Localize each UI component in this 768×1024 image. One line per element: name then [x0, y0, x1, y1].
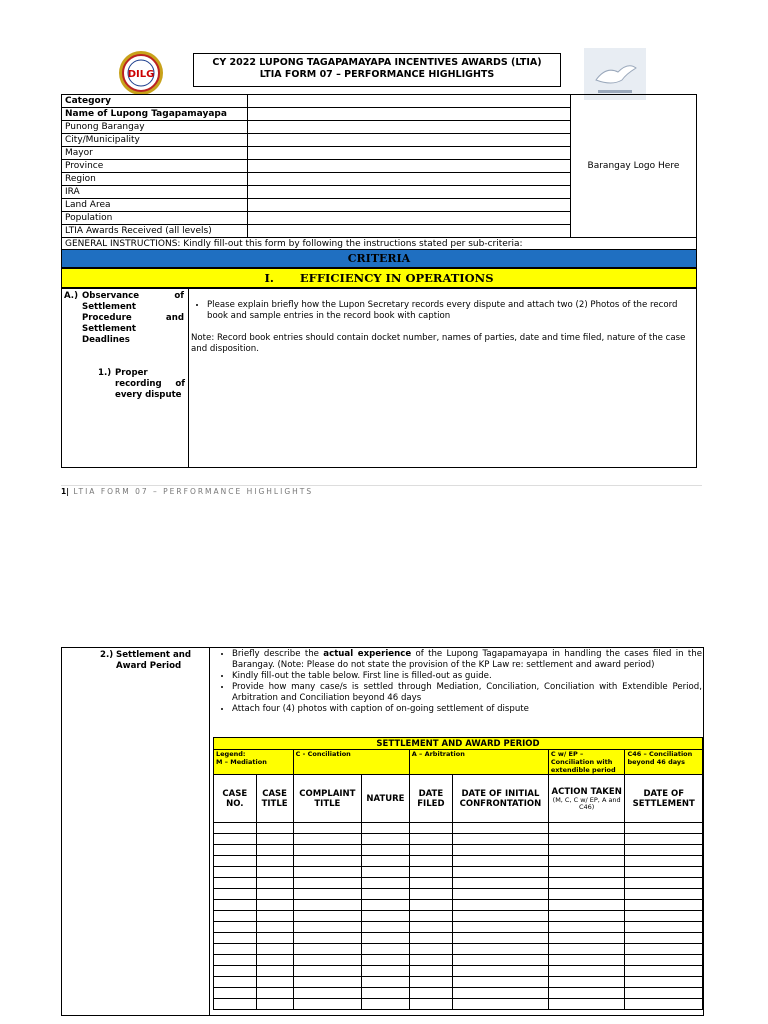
action-taken-note: (M, C, C w/ EP, A and C46) — [552, 795, 621, 811]
info-value-field[interactable] — [247, 121, 570, 134]
table-cell[interactable] — [256, 911, 293, 922]
table-cell[interactable] — [256, 966, 293, 977]
table-cell[interactable] — [256, 900, 293, 911]
subsection-1-marker: 1.) — [98, 368, 112, 378]
info-label: City/Municipality — [62, 134, 248, 147]
info-label: LTIA Awards Received (all levels) — [62, 225, 248, 238]
legend-conciliation-46: C46 – Conciliation beyond 46 days — [625, 750, 703, 775]
settlement-col-header: NATURE — [362, 775, 410, 823]
table-cell[interactable] — [548, 977, 625, 988]
table-cell[interactable] — [293, 834, 362, 845]
table-cell[interactable] — [625, 889, 703, 900]
table-cell[interactable] — [256, 889, 293, 900]
table-cell[interactable] — [362, 988, 410, 999]
table-row — [214, 889, 703, 900]
table-cell[interactable] — [548, 911, 625, 922]
criteria-header: CRITERIA — [61, 249, 697, 268]
table-cell[interactable] — [256, 856, 293, 867]
info-value-field[interactable] — [247, 160, 570, 173]
info-value-field[interactable] — [247, 147, 570, 160]
table-cell[interactable] — [625, 845, 703, 856]
table-cell[interactable] — [453, 922, 549, 933]
table-cell[interactable] — [548, 889, 625, 900]
settlement-col-header: DATE OF INITIAL CONFRONTATION — [453, 775, 549, 823]
table-cell[interactable] — [293, 867, 362, 878]
table-cell[interactable] — [256, 933, 293, 944]
table-cell[interactable] — [453, 955, 549, 966]
table-cell[interactable] — [214, 889, 257, 900]
info-label: Province — [62, 160, 248, 173]
info-label: Name of Lupong Tagapamayapa — [62, 108, 248, 121]
table-cell[interactable] — [625, 922, 703, 933]
table-row — [214, 911, 703, 922]
table-cell[interactable] — [256, 867, 293, 878]
table-cell[interactable] — [548, 922, 625, 933]
table-cell[interactable] — [453, 900, 549, 911]
dilg-logo-text: DILG — [127, 69, 155, 80]
table-cell[interactable] — [548, 867, 625, 878]
table-cell[interactable] — [548, 966, 625, 977]
section-a-marker: A.) — [64, 291, 79, 301]
table-cell[interactable] — [362, 856, 410, 867]
info-value-field[interactable] — [247, 186, 570, 199]
legend-conciliation: C - Conciliation — [293, 750, 409, 775]
section-title — [61, 268, 697, 288]
table-cell[interactable] — [362, 845, 410, 856]
table-cell[interactable] — [453, 878, 549, 889]
lupon-logo — [584, 48, 646, 100]
table-cell[interactable] — [362, 911, 410, 922]
section-2-marker: 2.) — [100, 650, 114, 660]
table-cell[interactable] — [362, 900, 410, 911]
table-cell[interactable] — [214, 999, 257, 1010]
general-instructions: GENERAL INSTRUCTIONS: Kindly fill-out this form by following the instructions stated per sub-criteria: — [62, 238, 697, 251]
table-cell[interactable] — [256, 977, 293, 988]
table-cell[interactable] — [293, 845, 362, 856]
table-cell[interactable] — [548, 900, 625, 911]
info-label: Category — [62, 95, 248, 108]
table-cell[interactable] — [453, 911, 549, 922]
table-cell[interactable] — [214, 955, 257, 966]
info-value-field[interactable] — [247, 108, 570, 121]
table-cell[interactable] — [409, 988, 452, 999]
table-cell[interactable] — [214, 933, 257, 944]
info-value-field[interactable] — [247, 134, 570, 147]
table-cell[interactable] — [214, 922, 257, 933]
settlement-col-header: CASE TITLE — [256, 775, 293, 823]
table-cell[interactable] — [293, 911, 362, 922]
table-cell[interactable] — [453, 999, 549, 1010]
table-cell[interactable] — [293, 900, 362, 911]
table-row — [214, 999, 703, 1010]
table-cell[interactable] — [293, 988, 362, 999]
table-cell[interactable] — [214, 878, 257, 889]
table-row — [214, 966, 703, 977]
table-cell[interactable] — [453, 933, 549, 944]
table-cell[interactable] — [409, 867, 452, 878]
footer-divider — [61, 485, 702, 486]
table-cell[interactable] — [625, 977, 703, 988]
table-cell[interactable] — [214, 856, 257, 867]
form-title-box — [193, 53, 561, 87]
section-2-bullet-4: • Attach four (4) photos with caption of on-going settlement of dispute — [232, 704, 702, 715]
table-cell[interactable] — [362, 823, 410, 834]
table-cell[interactable] — [453, 966, 549, 977]
table-row — [214, 955, 703, 966]
info-label: Population — [62, 212, 248, 225]
table-cell[interactable] — [256, 845, 293, 856]
info-value-field[interactable] — [247, 212, 570, 225]
settlement-table-title: SETTLEMENT AND AWARD PERIOD — [214, 738, 703, 750]
table-cell[interactable] — [625, 911, 703, 922]
table-row — [214, 845, 703, 856]
table-cell[interactable] — [256, 999, 293, 1010]
section-2-bullet-1: • Briefly describe the actual experience of the Lupong Tagapamayapa in handling the cases filed in the Barangay. (Note: Please do not state the provision of the KP Law re: settlement and award period) — [232, 649, 702, 671]
table-cell[interactable] — [293, 922, 362, 933]
table-cell[interactable] — [293, 999, 362, 1010]
table-cell[interactable] — [409, 889, 452, 900]
table-cell[interactable] — [409, 999, 452, 1010]
table-cell[interactable] — [293, 933, 362, 944]
table-cell[interactable] — [409, 845, 452, 856]
table-cell[interactable] — [409, 944, 452, 955]
table-cell[interactable] — [362, 867, 410, 878]
table-cell[interactable] — [453, 977, 549, 988]
table-cell[interactable] — [453, 845, 549, 856]
table-cell[interactable] — [548, 999, 625, 1010]
table-cell[interactable] — [214, 911, 257, 922]
table-cell[interactable] — [293, 944, 362, 955]
table-cell[interactable] — [214, 867, 257, 878]
table-cell[interactable] — [214, 977, 257, 988]
table-cell[interactable] — [256, 944, 293, 955]
table-cell[interactable] — [625, 834, 703, 845]
table-cell[interactable] — [625, 999, 703, 1010]
table-cell[interactable] — [214, 845, 257, 856]
table-row — [214, 878, 703, 889]
table-cell[interactable] — [214, 944, 257, 955]
info-label: Region — [62, 173, 248, 186]
table-cell[interactable] — [362, 955, 410, 966]
table-cell[interactable] — [409, 922, 452, 933]
barangay-info-table — [61, 94, 697, 251]
table-cell[interactable] — [409, 823, 452, 834]
footer-page-number: 1 — [61, 487, 67, 496]
info-value-field[interactable] — [247, 173, 570, 186]
page-footer: 1| LTIA FORM 07 – PERFORMANCE HIGHLIGHTS — [61, 487, 314, 496]
table-cell[interactable] — [409, 933, 452, 944]
info-row — [62, 95, 697, 108]
table-cell[interactable] — [362, 889, 410, 900]
table-cell[interactable] — [453, 867, 549, 878]
form-title-line2: LTIA FORM 07 – PERFORMANCE HIGHLIGHTS — [259, 69, 495, 80]
table-cell[interactable] — [625, 823, 703, 834]
table-cell[interactable] — [362, 922, 410, 933]
table-cell[interactable] — [548, 845, 625, 856]
section-a-instruction: • Please explain briefly how the Lupon Secretary records every dispute and attach two (2) Photos of the record book and sample entries in the record book with caption — [207, 300, 695, 322]
settlement-col-header: CASE NO. — [214, 775, 257, 823]
table-cell[interactable] — [409, 911, 452, 922]
table-row — [214, 977, 703, 988]
subsection-1-title: Proper recording of every dispute — [115, 368, 185, 400]
table-cell[interactable] — [362, 878, 410, 889]
section-a-note: Note: Record book entries should contain docket number, names of parties, date and time filed, nature of the case and disposition. — [191, 333, 686, 354]
section-a — [61, 288, 697, 468]
table-cell[interactable] — [293, 977, 362, 988]
table-cell[interactable] — [362, 834, 410, 845]
table-cell[interactable] — [625, 867, 703, 878]
table-cell[interactable] — [625, 933, 703, 944]
table-cell[interactable] — [548, 834, 625, 845]
table-cell[interactable] — [214, 900, 257, 911]
settlement-col-header: COMPLAINT TITLE — [293, 775, 362, 823]
table-cell[interactable] — [409, 856, 452, 867]
table-cell[interactable] — [409, 977, 452, 988]
table-cell[interactable] — [625, 856, 703, 867]
table-row — [214, 922, 703, 933]
table-cell[interactable] — [625, 878, 703, 889]
table-cell[interactable] — [362, 944, 410, 955]
table-cell[interactable] — [256, 834, 293, 845]
barangay-logo-placeholder: Barangay Logo Here — [570, 95, 696, 238]
table-cell[interactable] — [548, 944, 625, 955]
table-row — [214, 867, 703, 878]
table-cell[interactable] — [409, 955, 452, 966]
legend-conciliation-ep: C w/ EP – Conciliation with extendible period — [548, 750, 625, 775]
table-cell[interactable] — [453, 834, 549, 845]
table-cell[interactable] — [625, 966, 703, 977]
footer-text: LTIA FORM 07 – PERFORMANCE HIGHLIGHTS — [73, 487, 314, 496]
table-cell[interactable] — [453, 889, 549, 900]
table-cell[interactable] — [548, 988, 625, 999]
table-cell[interactable] — [625, 900, 703, 911]
table-cell[interactable] — [362, 977, 410, 988]
table-cell[interactable] — [409, 834, 452, 845]
table-cell[interactable] — [293, 856, 362, 867]
legend-mediation: Legend: M – Mediation — [214, 750, 294, 775]
table-cell[interactable] — [453, 856, 549, 867]
table-cell[interactable] — [293, 889, 362, 900]
settlement-table — [213, 737, 703, 1010]
table-cell[interactable] — [214, 966, 257, 977]
table-row — [214, 900, 703, 911]
table-cell[interactable] — [256, 955, 293, 966]
settlement-col-header: ACTION TAKEN (M, C, C w/ EP, A and C46) — [548, 775, 625, 823]
table-cell[interactable] — [214, 823, 257, 834]
info-value-field[interactable] — [247, 225, 570, 238]
section-title-num: I. — [264, 271, 274, 285]
section-2-bullet-3: • Provide how many case/s is settled through Mediation, Conciliation, Conciliation with Extendible Period, Arbitration and Conciliation beyond 46 days — [232, 682, 702, 704]
table-row — [214, 944, 703, 955]
table-cell[interactable] — [409, 966, 452, 977]
table-cell[interactable] — [362, 999, 410, 1010]
settlement-col-header: DATE OF SETTLEMENT — [625, 775, 703, 823]
table-cell[interactable] — [293, 955, 362, 966]
table-cell[interactable] — [453, 823, 549, 834]
section-2-bullet-2: • Kindly fill-out the table below. First line is filled-out as guide. — [232, 671, 702, 682]
table-row — [214, 834, 703, 845]
table-cell[interactable] — [256, 878, 293, 889]
table-cell[interactable] — [256, 922, 293, 933]
table-cell[interactable] — [409, 878, 452, 889]
section-a-title: Observance of Settlement Procedure and Settlement Deadlines — [82, 291, 184, 345]
table-cell[interactable] — [548, 878, 625, 889]
section-title-text: EFFICIENCY IN OPERATIONS — [299, 271, 494, 285]
dilg-logo — [118, 50, 164, 96]
table-cell[interactable] — [214, 988, 257, 999]
table-cell[interactable] — [625, 988, 703, 999]
table-row — [214, 933, 703, 944]
info-label: Mayor — [62, 147, 248, 160]
table-cell[interactable] — [625, 944, 703, 955]
table-cell[interactable] — [256, 823, 293, 834]
table-cell[interactable] — [548, 933, 625, 944]
table-cell[interactable] — [362, 933, 410, 944]
table-cell[interactable] — [625, 955, 703, 966]
table-cell[interactable] — [362, 966, 410, 977]
table-cell[interactable] — [293, 823, 362, 834]
table-cell[interactable] — [293, 966, 362, 977]
table-cell[interactable] — [548, 856, 625, 867]
table-cell[interactable] — [214, 834, 257, 845]
table-cell[interactable] — [548, 955, 625, 966]
table-row — [214, 856, 703, 867]
table-cell[interactable] — [293, 878, 362, 889]
info-value-field[interactable] — [247, 95, 570, 108]
table-cell[interactable] — [453, 988, 549, 999]
settlement-col-header: DATE FILED — [409, 775, 452, 823]
table-row — [214, 823, 703, 834]
table-cell[interactable] — [548, 823, 625, 834]
info-label: Punong Barangay — [62, 121, 248, 134]
table-row — [214, 988, 703, 999]
form-title-line1: CY 2022 LUPONG TAGAPAMAYAPA INCENTIVES AWARDS (LTIA) — [212, 57, 542, 68]
legend-arbitration: A – Arbitration — [409, 750, 548, 775]
table-cell[interactable] — [453, 944, 549, 955]
info-value-field[interactable] — [247, 199, 570, 212]
info-label: IRA — [62, 186, 248, 199]
table-cell[interactable] — [409, 900, 452, 911]
section-2-title: Settlement and Award Period — [116, 650, 192, 671]
info-label: Land Area — [62, 199, 248, 212]
table-cell[interactable] — [256, 988, 293, 999]
